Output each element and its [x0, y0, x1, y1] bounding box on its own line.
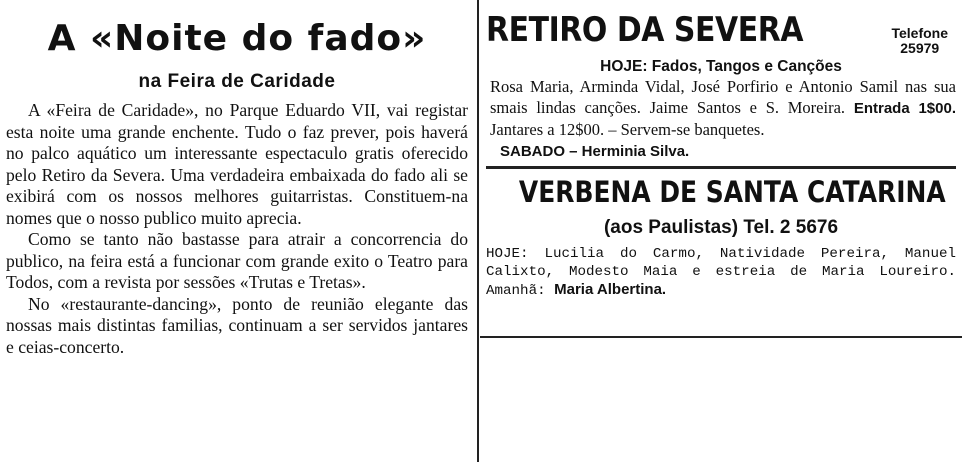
- verbena-body: [486, 245, 956, 300]
- severa-phone-number: 25979: [900, 40, 940, 56]
- severa-ad-header: [486, 2, 956, 56]
- article-paragraph-1: A «Feira de Caridade», no Parque Eduardo VII, vai registar esta noite uma grande enchente. Tudo o faz prever, pois haverá no palco aquático um interessante espectaculo gratis oferecido pelo Retiro da Severa. Uma verdadeira embaixada do fado ali se exibirá com os nossos melhores guitarristas. Constituem-na nomes que o nosso publico muito aprecia.: [6, 100, 468, 228]
- verbena-subtitle: (aos Paulistas) Tel. 2 5676: [603, 217, 839, 238]
- severa-ad-title: RETIRO DA SEVERA: [486, 10, 804, 50]
- ad-separator: [486, 166, 956, 169]
- verbena-performers: HOJE: Lucilia do Carmo, Natividade Pereira, Manuel Calixto, Modesto Maia e estreia de Maria Loureiro. Amanhã:: [486, 246, 956, 299]
- severa-saturday: SABADO – Herminia Silva.: [500, 143, 690, 160]
- severa-performers: Rosa Maria, Arminda Vidal, José Porfirio e Antonio Samil nas sua smais lindas canções. Jaime Santos e S. Moreira.: [490, 77, 956, 117]
- severa-entry: Entrada 1$00.: [853, 100, 956, 117]
- severa-dinners: Jantares a 12$00. – Servem-se banquetes.: [490, 120, 765, 139]
- article-subheadline: na Feira de Caridade: [138, 71, 336, 92]
- article-headline: A «Noite do fado»: [47, 18, 427, 59]
- verbena-tomorrow: Maria Albertina.: [554, 281, 667, 298]
- article-column: [0, 0, 474, 462]
- severa-phone-label: Telefone: [891, 25, 948, 41]
- severa-today: HOJE: Fados, Tangos e Canções: [600, 58, 842, 75]
- severa-body: [490, 76, 956, 140]
- article-paragraph-3: No «restaurante-dancing», ponto de reunião elegante das nossas mais distintas familias, continuam a ser servidos jantares e ceias-concerto.: [6, 293, 468, 357]
- article-paragraph-2: Como se tanto não bastasse para atrair a concorrencia do publico, na feira está a funcionar com grande exito o Teatro para Todos, com a revista por sessões «Trutas e Tretas».: [6, 229, 468, 292]
- verbena-ad-title: VERBENA DE SANTA CATARINA: [518, 175, 946, 209]
- advertisements-column: [480, 0, 962, 462]
- column-divider: [477, 0, 479, 462]
- ad-box-bottom-rule: [480, 336, 962, 338]
- severa-phone: [891, 26, 948, 56]
